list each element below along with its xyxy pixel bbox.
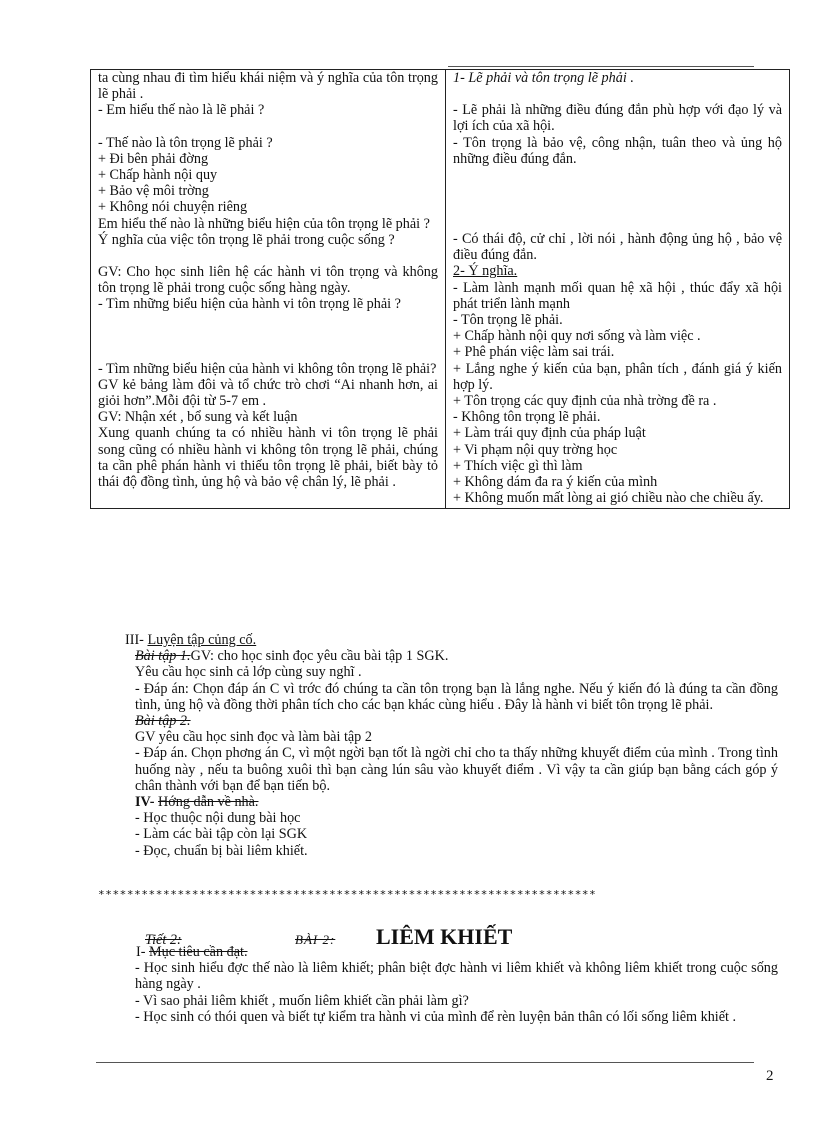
left-line: - Tìm những biểu hiện của hành vi tôn trọng lẽ phải ? <box>98 296 401 313</box>
lesson-table <box>90 69 790 509</box>
exercise-1: Bài tập 1.GV: cho học sinh đọc yêu cầu bài tập 1 SGK. <box>135 648 449 665</box>
blank-line <box>98 119 438 135</box>
left-line: + Không nói chuyện riêng <box>98 199 248 216</box>
right-line: 1- Lẽ phải và tôn trọng lẽ phải . <box>453 70 634 86</box>
right-line: - Lẽ phải là những điều đúng đắn phù hợp với đạo lý và lợi ích của xã hội. <box>453 102 782 135</box>
teacher-activity-column <box>91 70 446 509</box>
blank-line <box>98 345 438 361</box>
blank-line <box>98 313 438 329</box>
content-column <box>446 70 790 509</box>
left-line: Ý nghĩa của việc tôn trọng lẽ phải trong cuộc sống ? <box>98 231 395 248</box>
left-line: Xung quanh chúng ta có nhiều hành vi tôn trọng lẽ phải song cũng có nhiều hành vi không tôn trọng lẽ phải, chúng ta cần phê phán hành vi thiếu tôn trọng lẽ phải, biết bày tỏ thái độ đồng tình, ủng hộ và bảo vệ chân lý, lẽ phải . <box>98 425 438 491</box>
right-line: - Tôn trọng lẽ phải. <box>453 312 563 329</box>
right-line: + Không muốn mất lòng ai gió chiều nào che chiều ấy. <box>453 490 764 507</box>
exercise-1-answer: - Đáp án: Chọn đáp án C vì trớc đó chúng ta cần tôn trọng bạn là lắng nghe. Nếu ý kiến đó là đúng ta cần đồng tình, ủng hộ và đồng thời phân tích cho các bạn khác cùng hiểu . Đây là hành vi biết tôn trọng lẽ phải. <box>135 680 778 713</box>
left-line: - Em hiểu thế nào là lẽ phải ? <box>98 102 265 119</box>
left-line: ta cùng nhau đi tìm hiểu khái niệm và ý nghĩa của tôn trọng lẽ phải . <box>98 70 438 103</box>
right-line: + Vi phạm nội quy trờng học <box>453 441 618 458</box>
objectives-heading: I- Mục tiêu cần đạt. <box>136 944 248 960</box>
left-line: - Tìm những biểu hiện của hành vi không tôn trọng lẽ phải? <box>98 360 437 377</box>
left-line: + Bảo vệ môi trờng <box>98 183 209 200</box>
right-line: - Tôn trọng là bảo vệ, công nhận, tuân theo và ủng hộ những điều đúng đắn. <box>453 134 782 167</box>
right-line: + Tôn trọng các quy định của nhà trờng đề ra . <box>453 393 717 410</box>
objective-item: - Học sinh hiểu đợc thế nào là liêm khiết; phân biệt đợc hành vi liêm khiết và không liêm khiết trong cuộc sống hàng ngày . <box>135 960 778 993</box>
blank-line <box>453 199 782 215</box>
left-line: - Thế nào là tôn trọng lẽ phải ? <box>98 134 273 151</box>
blank-line <box>453 167 782 183</box>
homework-item: - Đọc, chuẩn bị bài liêm khiết. <box>135 842 308 859</box>
exercise-2-answer: - Đáp án. Chọn phơng án C, vì một ngời bạn tốt là ngời chỉ cho ta thấy những khuyết điểm của mình . Trong tình huống này , nếu ta buông xuôi thì bạn càng lún sâu vào khuyết điểm . Vì vậy ta cần giúp bạn bằng cách góp ý chân thành với bạn để bạn tiến bộ. <box>135 745 778 794</box>
right-line: + Không dám đa ra ý kiến của mình <box>453 474 658 491</box>
homework-item: - Học thuộc nội dung bài học <box>135 810 301 827</box>
footer-rule <box>96 1062 754 1063</box>
left-line: + Đi bên phải đờng <box>98 150 209 167</box>
exercise-2: GV yêu cầu học sinh đọc và làm bài tập 2 <box>135 729 372 746</box>
objective-item: - Học sinh có thói quen và biết tự kiểm tra hành vi của mình để rèn luyện bản thân có lối sống liêm khiết . <box>135 1008 737 1025</box>
left-line: Em hiểu thế nào là những biểu hiện của tôn trọng lẽ phải ? <box>98 215 430 232</box>
left-line: GV: Nhận xét , bổ sung và kết luận <box>98 409 298 426</box>
right-line: + Phê phán việc làm sai trái. <box>453 344 615 361</box>
objective-item: - Vì sao phải liêm khiết , muốn liêm khiết cần phải làm gì? <box>135 992 469 1009</box>
blank-line <box>98 329 438 345</box>
right-line: + Chấp hành nội quy nơi sống và làm việc . <box>453 328 701 345</box>
right-line: 2- Ý nghĩa. <box>453 263 518 280</box>
blank-line <box>453 86 782 102</box>
page-number: 2 <box>766 1068 774 1084</box>
left-line: + Chấp hành nội quy <box>98 167 218 184</box>
left-line: GV kẻ bảng làm đôi và tổ chức trò chơi “Ai nhanh hơn, ai giỏi hơn”.Mỗi đội từ 5-7 em . <box>98 376 438 410</box>
left-line: GV: Cho học sinh liên hệ các hành vi tôn trọng và không tôn trọng lẽ phải trong cuộc sống hàng ngày. <box>98 264 438 297</box>
lesson-2-objectives <box>98 944 778 1025</box>
blank-line <box>98 248 438 264</box>
blank-line <box>453 215 782 231</box>
lesson-period: Tiết 2: <box>145 932 182 948</box>
exercise-1-line2: Yêu cầu học sinh cả lớp cùng suy nghĩ . <box>135 664 362 681</box>
right-line: + Làm trái quy định của pháp luật <box>453 425 646 442</box>
homework-item: - Làm các bài tập còn lại SGK <box>135 826 308 843</box>
right-line: - Không tôn trọng lẽ phải. <box>453 409 601 426</box>
section-4-heading: IV- Hớng dẫn về nhà. <box>135 794 259 811</box>
section-3-heading: III- Luyện tập củng cố. <box>125 632 257 648</box>
lesson-title: LIÊM KHIẾT <box>376 924 513 949</box>
right-line: + Thích việc gì thì làm <box>453 457 583 474</box>
top-rule <box>448 66 754 67</box>
right-line: - Có thái độ, cử chỉ , lời nói , hành động ủng hộ , bảo vệ điều đúng đắn. <box>453 231 782 264</box>
right-line: - Làm lành mạnh mối quan hệ xã hội , thúc đẩy xã hội phát triển lành mạnh <box>453 279 782 312</box>
right-line: + Lắng nghe ý kiến của bạn, phân tích , đánh giá ý kiến hợp lý. <box>453 360 782 393</box>
section-3 <box>98 632 778 859</box>
blank-line <box>453 183 782 199</box>
exercise-2-label: Bài tập 2. <box>135 713 191 730</box>
lesson-number: BÀI 2: <box>295 932 336 947</box>
star-separator: ********************************************************************* <box>98 888 597 901</box>
